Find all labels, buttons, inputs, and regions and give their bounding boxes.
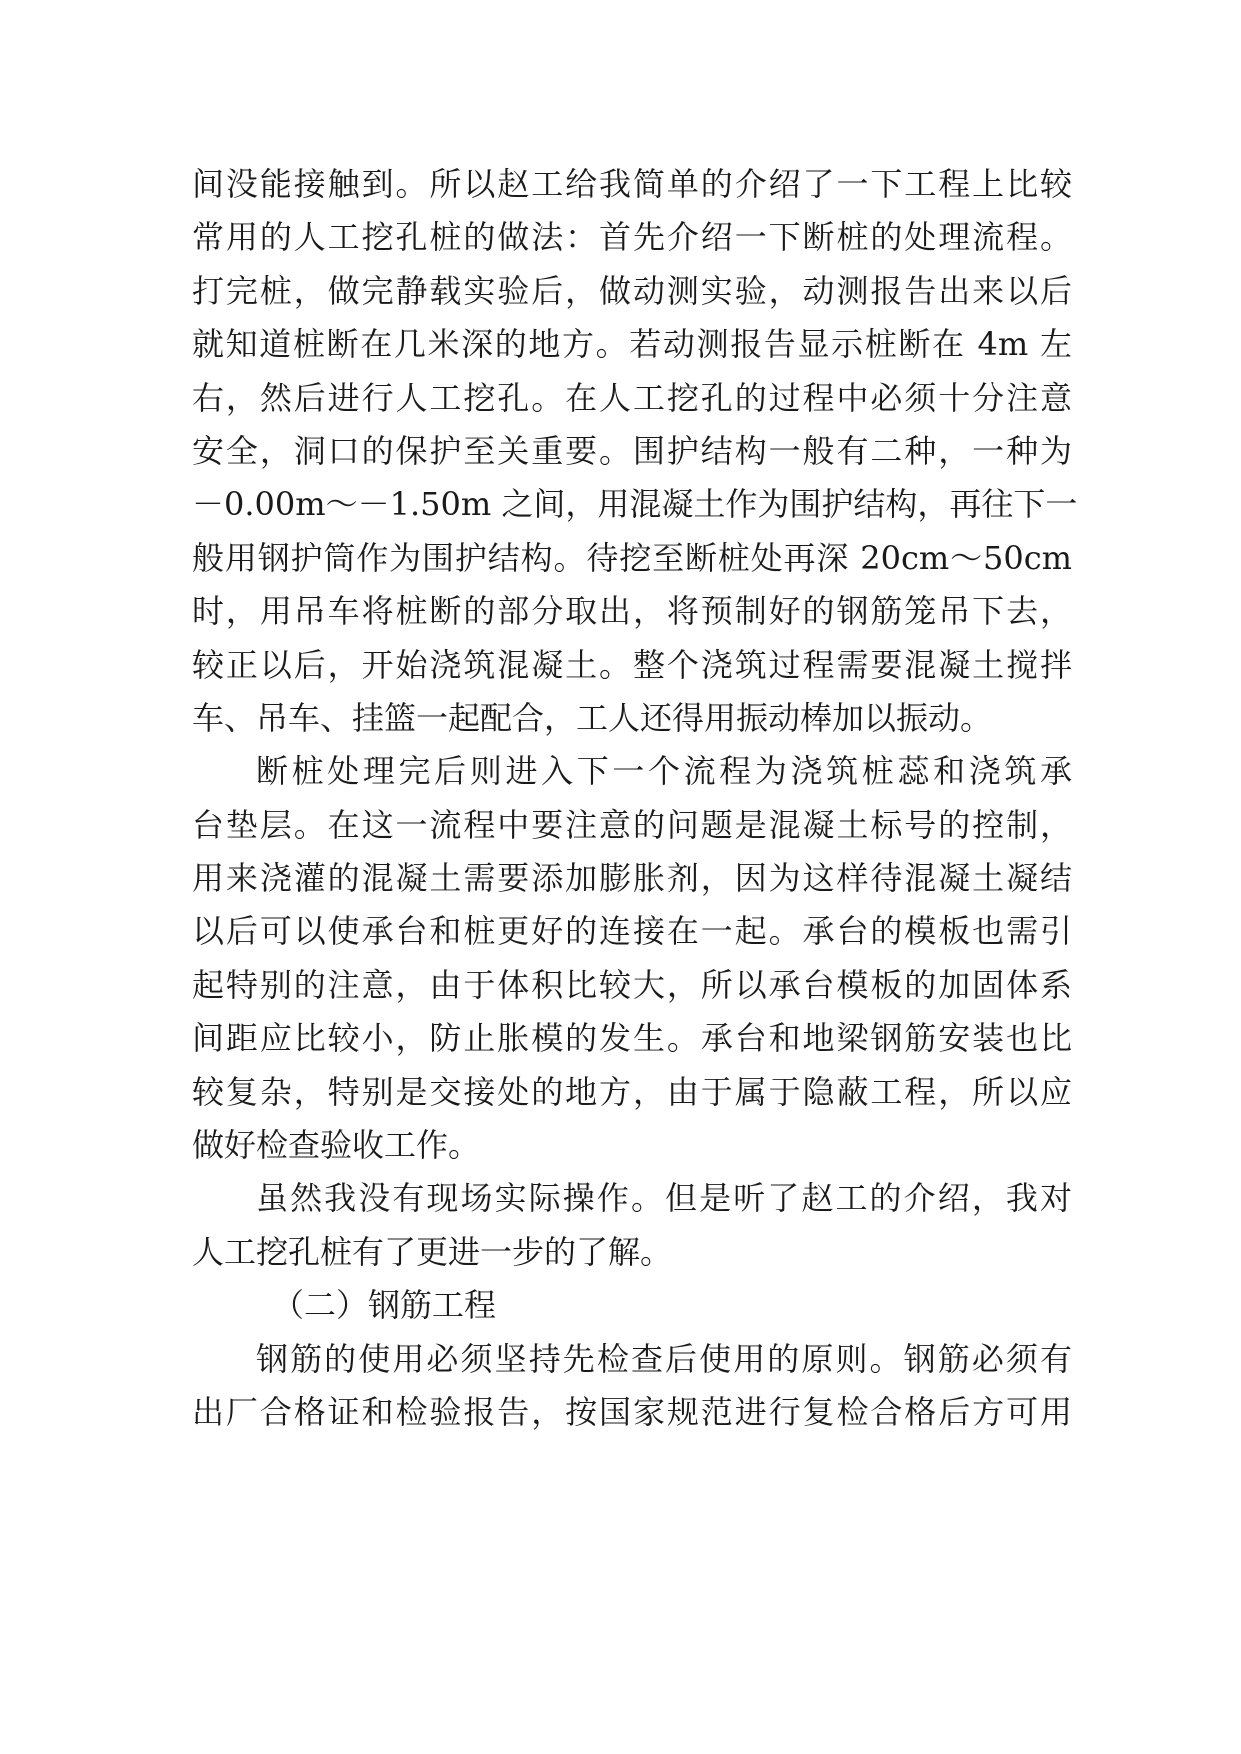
- text-line: 较正以后，开始浇筑混凝土。整个浇筑过程需要混凝土搅拌: [192, 645, 1072, 684]
- text-line: 右，然后进行人工挖孔。在人工挖孔的过程中必须十分注意: [192, 378, 1072, 417]
- text-line: 就知道桩断在几米深的地方。若动测报告显示桩断在 4m 左: [192, 325, 1072, 364]
- text-line: 断桩处理完后则进入下一个流程为浇筑桩蕊和浇筑承: [256, 752, 1072, 791]
- text-line: 常用的人工挖孔桩的做法：首先介绍一下断桩的处理流程。: [192, 218, 1072, 257]
- text-line: 较复杂，特别是交接处的地方，由于属于隐蔽工程，所以应: [192, 1072, 1072, 1111]
- paragraph-rebar: [192, 1333, 1072, 1440]
- text-line: 打完桩，做完静载实验后，做动测实验，动测报告出来以后: [192, 271, 1072, 310]
- text-line: 间距应比较小，防止胀模的发生。承台和地梁钢筋安装也比: [192, 1019, 1072, 1058]
- text-line: 安全，洞口的保护至关重要。围护结构一般有二种，一种为: [192, 431, 1072, 470]
- text-line: 般用钢护筒作为围护结构。待挖至断桩处再深 20cm～50cm: [192, 538, 1072, 577]
- section-heading: （二）钢筋工程: [272, 1286, 497, 1325]
- text-line: 以后可以使承台和桩更好的连接在一起。承台的模板也需引: [192, 912, 1072, 951]
- text-line: 钢筋的使用必须坚持先检查后使用的原则。钢筋必须有: [256, 1339, 1072, 1378]
- paragraph-pile-repair: [192, 158, 1078, 745]
- text-line: 间没能接触到。所以赵工给我简单的介绍了一下工程上比较: [192, 165, 1072, 203]
- text-line: 用来浇灌的混凝土需要添加膨胀剂，因为这样待混凝土凝结: [192, 859, 1072, 898]
- text-line: 车、吊车、挂篮一起配合，工人还得用振动棒加以振动。: [192, 698, 993, 737]
- paragraph-summary: [192, 1172, 1072, 1279]
- text-line: 台垫层。在这一流程中要注意的问题是混凝土标号的控制，: [192, 805, 1072, 844]
- text-line: 出厂合格证和检验报告，按国家规范进行复检合格后方可用: [192, 1392, 1072, 1431]
- paragraph-pile-cap: [192, 745, 1072, 1172]
- text-line: 人工挖孔桩有了更进一步的了解。: [192, 1232, 673, 1271]
- text-line: －0.00m～－1.50m 之间，用混凝土作为围护结构，再往下一: [192, 485, 1078, 524]
- text-line: 做好检查验收工作。: [192, 1126, 481, 1165]
- section-heading-rebar: [192, 1279, 1072, 1332]
- document-body: [192, 158, 1078, 1439]
- text-line: 起特别的注意，由于体积比较大，所以承台模板的加固体系: [192, 965, 1072, 1004]
- text-line: 虽然我没有现场实际操作。但是听了赵工的介绍，我对: [256, 1179, 1072, 1218]
- text-line: 时，用吊车将桩断的部分取出，将预制好的钢筋笼吊下去，: [192, 592, 1072, 631]
